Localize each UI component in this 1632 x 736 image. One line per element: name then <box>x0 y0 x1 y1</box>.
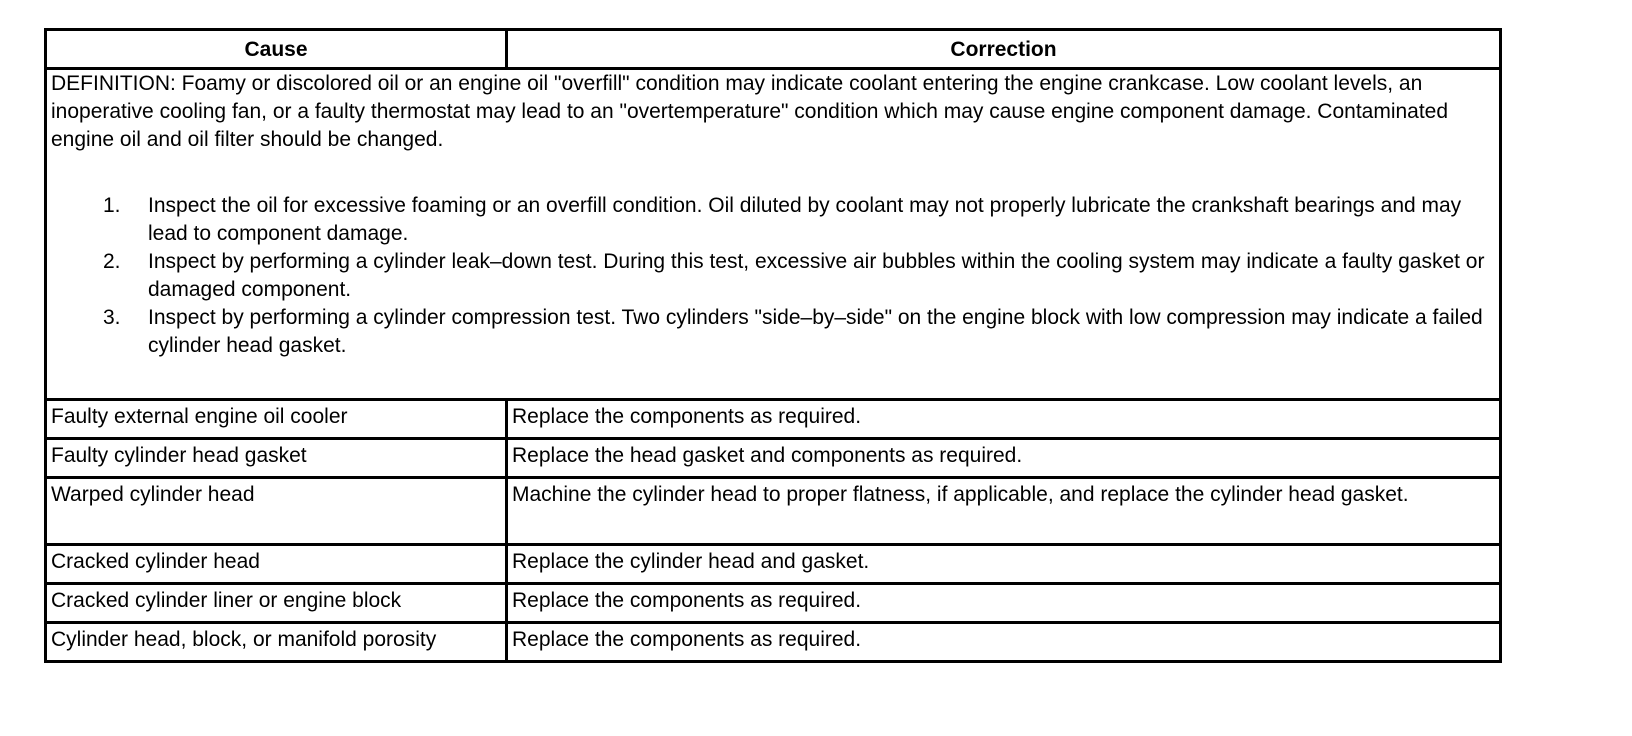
table-row <box>46 439 1501 478</box>
list-item <box>51 192 1495 248</box>
definition-row <box>46 69 1501 400</box>
step-text: Inspect by performing a cylinder compression test. Two cylinders "side–by–side" on the engine block with low compression may indicate a failed cylinder head gasket. <box>148 306 1483 357</box>
inspection-steps <box>51 192 1495 360</box>
step-text: Inspect by performing a cylinder leak–down test. During this test, excessive air bubbles within the cooling system may indicate a faulty gasket or damaged component. <box>148 250 1485 301</box>
correction-cell: Replace the components as required. <box>507 400 1501 439</box>
cause-cell: Warped cylinder head <box>46 478 507 545</box>
correction-cell: Replace the components as required. <box>507 623 1501 662</box>
definition-text: DEFINITION: Foamy or discolored oil or an engine oil "overfill" condition may indicate coolant entering the engine crankcase. Low coolant levels, an inoperative cooling fan, or a faulty thermostat may lead to an "overtemperature" condition which may cause engine component damage. Contaminated engine oil and oil filter should be changed. <box>51 72 1449 151</box>
cause-cell: Faulty external engine oil cooler <box>46 400 507 439</box>
step-number: 2. <box>103 250 121 273</box>
table-row <box>46 584 1501 623</box>
table-row <box>46 400 1501 439</box>
table-row <box>46 545 1501 584</box>
header-row <box>46 30 1501 69</box>
cause-cell: Cracked cylinder liner or engine block <box>46 584 507 623</box>
table-row <box>46 623 1501 662</box>
list-item <box>51 248 1495 304</box>
cause-cell: Faulty cylinder head gasket <box>46 439 507 478</box>
correction-cell: Replace the head gasket and components as required. <box>507 439 1501 478</box>
definition-cell <box>46 69 1501 400</box>
correction-cell: Replace the components as required. <box>507 584 1501 623</box>
header-cause: Cause <box>46 30 507 69</box>
list-item <box>51 304 1495 360</box>
cause-cell: Cracked cylinder head <box>46 545 507 584</box>
step-number: 1. <box>103 194 121 217</box>
step-number: 3. <box>103 306 121 329</box>
diagnosis-table <box>44 28 1502 663</box>
step-text: Inspect the oil for excessive foaming or an overfill condition. Oil diluted by coolant may not properly lubricate the crankshaft bearings and may lead to component damage. <box>148 194 1462 245</box>
correction-cell: Replace the cylinder head and gasket. <box>507 545 1501 584</box>
cause-cell: Cylinder head, block, or manifold porosity <box>46 623 507 662</box>
header-correction: Correction <box>507 30 1501 69</box>
correction-cell: Machine the cylinder head to proper flatness, if applicable, and replace the cylinder head gasket. <box>507 478 1501 545</box>
table-row <box>46 478 1501 545</box>
